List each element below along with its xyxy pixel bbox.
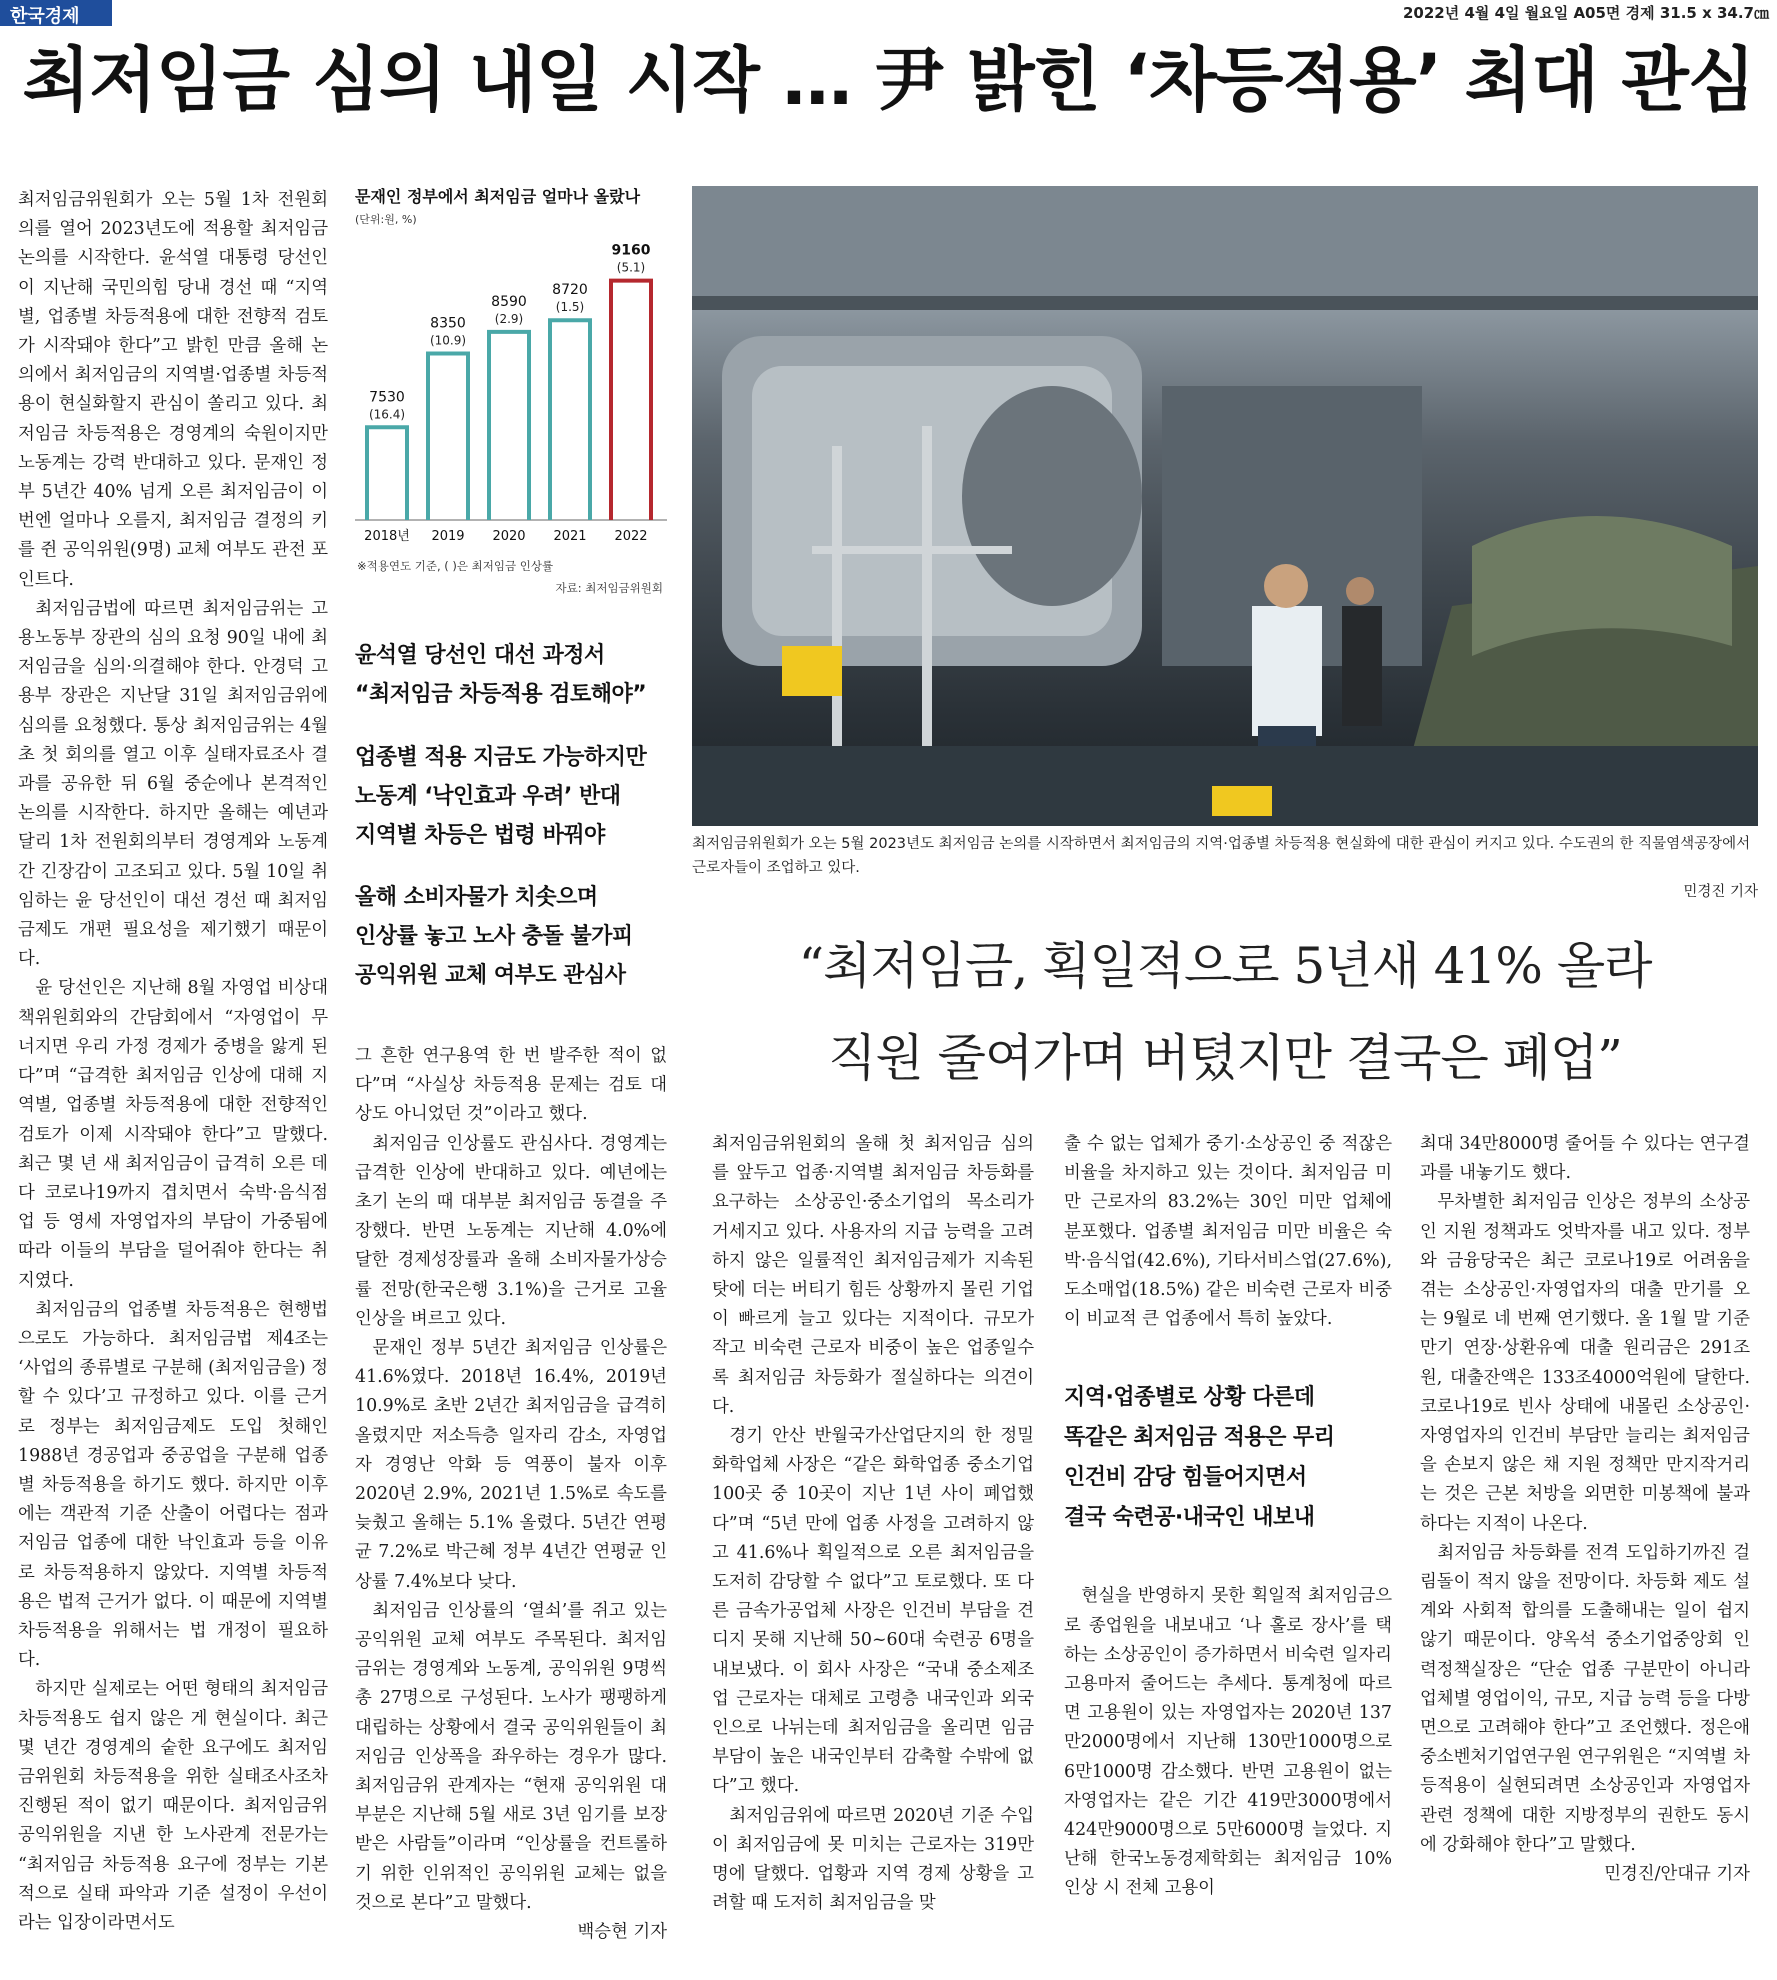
subhead-line: 노동계 ‘낙인효과 우려’ 반대 [355,784,621,809]
paragraph: 최저임금위원회가 오는 5월 1차 전원회의를 열어 2023년도에 적용할 최저임금 논의를 시작한다. 윤석열 대통령 당선인이 지난해 국민의힘 당내 경선 때 “지역별, 업종별 차등적용에 대한 전향적 검토가 시작돼야 한다”고 밝힌 만큼 올해 논의에서 최저임금의 지역별·업종별 차등적용이 현실화할지 관심이 쏠리고 있다. 최저임금 차등적용은 경영계의 숙원이지만 노동계는 강력 반대하고 있다. 문재인 정부 5년간 40% 넘게 오른 최저임금이 이번엔 얼마나 오를지, 최저임금 결정의 키를 쥔 공익위원(9명) 교체 여부도 관전 포인트다. [18,190,328,590]
factory-photo [692,186,1758,826]
chart-bar [550,320,590,520]
chart-tick-label: 2020 [492,529,526,544]
byline: 민경진/안대규 기자 [1604,1864,1750,1885]
paragraph: 최저임금법에 따르면 최저임금위는 고용노동부 장관의 심의 요청 90일 내에 최저임금을 심의·의결해야 한다. 안경덕 고용부 장관은 지난달 31일 최저임금위에 심의를 요청했다. 통상 최저임금위는 4월 초 첫 회의를 열고 이후 실태자료조사 결과를 공유한 뒤 6월 중순에나 본격적인 논의를 시작한다. 하지만 올해는 예년과 달리 1차 전원회의부터 경영계와 노동계 간 긴장감이 고조되고 있다. 5월 10일 취임하는 윤 당선인이 대선 경선 때 최저임금제도 개편 필요성을 제기했기 때문이다. [18,598,328,970]
chart-tick-label: 2021 [553,529,587,544]
subhead-line: 지역별 차등은 법령 바꿔야 [355,823,605,848]
paragraph: 현실을 반영하지 못한 획일적 최저임금으로 종업원을 내보내고 ‘나 홀로 장사’를 택하는 소상공인이 증가하면서 비숙련 일자리 고용마저 줄어드는 추세다. 통계청에 따르면 고용원이 있는 자영업자는 2020년 137만2000명에서 지난해 130만1000명으로 6만1000명 감소했다. 반면 고용원이 없는 자영업자는 같은 기간 419만3000명에서 424만9000명으로 5만6000명 늘었다. 지난해 한국노동경제학회는 최저임금 10% 인상 시 전체 고용이 [1064,1586,1392,1899]
chart-value-label: 8720 [552,282,588,299]
paragraph: 윤 당선인은 지난해 8월 자영업 비상대책위원회와의 간담회에서 “자영업이 무너지면 우리 가정 경제가 중병을 앓게 된다”며 “급격한 최저임금 인상에 대해 지역별, 업종별 차등적용에 대한 전향적인 검토가 이제 시작돼야 한다”고 말했다. 최근 몇 년 새 최저임금이 급격히 오른 데다 코로나19까지 겹치면서 숙박·음식점업 등 영세 자영업자의 부담이 가중됨에 따라 이들의 부담을 덜어줘야 한다는 취지였다. [18,978,328,1291]
quote-line: 직원 줄여가며 버텼지만 결국은 폐업” [828,1029,1622,1087]
paragraph: 출 수 없는 업체가 중기·소상공인 중 적잖은 비율을 차지하고 있는 것이다. 최저임금 미만 근로자의 83.2%는 30인 미만 업체에 분포했다. 업종별 최저임금 미만 비율은 숙박·음식업(42.6%), 기타서비스업(27.6%), 도소매업(18.5%) 같은 비숙련 근로자 비중이 비교적 큰 업종에서 특히 높았다. [1064,1134,1392,1330]
subhead-line: 올해 소비자물가 치솟으며 [355,885,598,910]
subhead-line: “최저임금 차등적용 검토해야” [355,682,647,707]
chart-rate-label: (2.9) [494,311,524,326]
paragraph: 최대 34만8000명 줄어들 수 있다는 연구결과를 내놓기도 했다. [1420,1134,1750,1184]
subhead-line: 결국 숙련공·내국인 내보내 [1064,1505,1315,1531]
chart-value-label: 9160 [611,242,651,259]
photo-credit: 민경진 기자 [1683,884,1758,900]
photo-caption [692,832,1758,904]
subhead-line: 인건비 감당 힘들어지면서 [1064,1465,1307,1491]
factory-photo-illustration [692,186,1758,826]
newspaper-name: 한국경제 [0,0,112,26]
paragraph: 경기 안산 반월국가산업단지의 한 정밀화학업체 사장은 “같은 화학업종 중소기업 100곳 중 10곳이 지난 1년 사이 폐업했다”며 “5년 만에 업종 사정을 고려하지 않고 41.6%나 획일적으로 오른 최저임금을 도저히 감당할 수 없다”고 토로했다. 또 다른 금속가공업체 사장은 인건비 부담을 견디지 못해 지난해 50~60대 숙련공 6명을 내보냈다. 이 회사 사장은 “국내 중소제조업 근로자는 대체로 고령층 내국인과 외국인으로 나뉘는데 최저임금을 올리면 임금 부담이 높은 내국인부터 감축할 수밖에 없다”고 했다. [712,1426,1034,1797]
chart-value-label: 8350 [430,315,466,332]
chart-bar [611,281,651,520]
article-column-3 [712,1130,1034,1966]
subhead-block-3 [355,878,633,995]
chart-rate-label: (1.5) [555,300,585,315]
chart-bar [428,354,468,521]
paragraph: 그 흔한 연구용역 한 번 발주한 적이 없다”며 “사실상 차등적용 문제는 검토 대상도 아니었던 것”이라고 했다. [355,1046,667,1125]
subhead-line: 공익위원 교체 여부도 관심사 [355,963,626,988]
subhead-line: 윤석열 당선인 대선 과정서 [355,643,605,668]
dateline: 2022년 4월 4일 월요일 A05면 경제 31.5 x 34.7㎝ [1403,4,1769,22]
paragraph: 최저임금 인상률의 ‘열쇠’를 쥐고 있는 공익위원 교체 여부도 주목된다. 최저임금위는 경영계와 노동계, 공익위원 9명씩 총 27명으로 구성된다. 노사가 팽팽하게 대립하는 상황에서 결국 공익위원들이 최저임금 인상폭을 좌우하는 경우가 많다. 최저임금위 관계자는 “현재 공익위원 대부분은 지난해 5월 새로 3년 임기를 보장받은 사람들”이라며 “인상률을 컨트롤하기 위한 인위적인 공익위원 교체는 없을 것으로 본다”고 말했다. [355,1600,667,1913]
caption-text: 최저임금위원회가 오는 5월 2023년도 최저임금 논의를 시작하면서 최저임금의 지역·업종별 차등적용 현실화에 대한 관심이 커지고 있다. 수도권의 한 직물염색공장에서 근로자들이 조업하고 있다. [692,836,1751,876]
chart-bar [489,332,529,520]
paragraph: 최저임금 차등화를 전격 도입하기까진 걸림돌이 적지 않을 전망이다. 차등화 제도 설계와 사회적 합의를 도출해내는 일이 쉽지 않기 때문이다. 양옥석 중소기업중앙회 인력정책실장은 “단순 업종 구분만이 아니라 업체별 영업이익, 규모, 지급 능력 등을 다방면으로 고려해야 한다”고 조언했다. 정은애 중소벤처기업연구원 연구위원은 “지역별 차등적용이 실현되려면 소상공인과 자영업자 관련 정책에 대한 지방정부의 권한도 동시에 강화해야 한다”고 말했다. [1420,1542,1750,1855]
subhead-block-2 [355,738,646,855]
chart-rate-label: (5.1) [616,260,646,275]
chart-unit: (단위:원, %) [355,213,417,226]
subhead-block-4 [1064,1378,1392,1538]
quote-line: “최저임금, 획일적으로 5년새 41% 올라 [798,937,1652,995]
article-column-5 [1420,1130,1750,1966]
subhead-line: 똑같은 최저임금 적용은 무리 [1064,1425,1335,1451]
chart-rate-label: (10.9) [429,333,467,348]
paragraph: 최저임금위원회의 올해 첫 최저임금 심의를 앞두고 업종·지역별 최저임금 차등화를 요구하는 소상공인·중소기업의 목소리가 거세지고 있다. 사용자의 지급 능력을 고려하지 않은 일률적인 최저임금제가 지속된 탓에 더는 버티기 힘든 상황까지 몰린 기업이 빠르게 늘고 있다는 지적이다. 규모가 작고 비숙련 근로자 비중이 높은 업종일수록 최저임금 차등화가 절실하다는 의견이다. [712,1134,1034,1417]
subhead-line: 업종별 적용 지금도 가능하지만 [355,745,647,770]
byline: 백승현 기자 [577,1922,667,1943]
paragraph: 최저임금의 업종별 차등적용은 현행법으로도 가능하다. 최저임금법 제4조는 ‘사업의 종류별로 구분해 (최저임금을) 정할 수 있다’고 규정하고 있다. 이를 근거로 정부는 최저임금제도 도입 첫해인 1988년 경공업과 중공업을 구분해 업종별 차등적용을 하기도 했다. 하지만 이후에는 객관적 기준 산출이 어렵다는 점과 저임금 업종에 대한 낙인효과 등을 이유로 차등적용하지 않았다. 지역별 차등적용은 법적 근거가 없다. 이 때문에 지역별 차등적용을 위해서는 법 개정이 필요하다. [18,1299,328,1671]
article-column-2 [355,1042,667,1966]
chart-value-label: 7530 [369,389,405,406]
chart-title: 문재인 정부에서 최저임금 얼마나 올랐나 [355,187,641,206]
paragraph: 최저임금위에 따르면 2020년 기준 수입이 최저임금에 못 미치는 근로자는 319만 명에 달했다. 업황과 지역 경제 상황을 고려할 때 도저히 최저임금을 맞 [712,1805,1034,1914]
chart-plot [355,220,667,555]
paragraph: 무차별한 최저임금 인상은 정부의 소상공인 지원 정책과도 엇박자를 내고 있다. 정부와 금융당국은 최근 코로나19로 어려움을 겪는 소상공인·자영업자의 대출 만기를 오는 9월로 네 번째 연기했다. 올 1월 말 기준 만기 연장·상환유예 대출 원리금은 291조원, 대출잔액은 133조4000억원에 달한다. 코로나19로 빈사 상태에 내몰린 소상공인·자영업자의 인건비 부담만 늘리는 최저임금을 손보지 않은 채 지원 정책만 만지작거리는 것은 근본 처방을 외면한 미봉책에 불과하다는 지적이 나온다. [1420,1192,1750,1534]
paragraph: 최저임금 인상률도 관심사다. 경영계는 급격한 인상에 반대하고 있다. 예년에는 초기 논의 때 대부분 최저임금 동결을 주장했다. 반면 노동계는 지난해 4.0%에 달한 경제성장률과 올해 소비자물가상승률 전망(한국은행 3.1%)을 근거로 고율 인상을 벼르고 있다. [355,1133,667,1329]
chart-value-label: 8590 [491,293,527,310]
minimum-wage-chart [355,184,667,604]
chart-tick-label: 2022 [614,529,648,544]
subhead-line: 인상률 놓고 노사 충돌 불가피 [355,924,633,949]
chart-bar [367,427,407,520]
pull-quote [692,920,1758,1104]
chart-tick-label: 2018년 [364,529,410,544]
chart-tick-label: 2019 [431,529,465,544]
article-column-1 [18,186,328,1966]
subhead-line: 지역·업종별로 상황 다른데 [1064,1385,1315,1411]
paragraph: 하지만 실제로는 어떤 형태의 최저임금 차등적용도 쉽지 않은 게 현실이다. 최근 몇 년간 경영계의 숱한 요구에도 최저임금위원회 차등적용을 위한 실태조사조차 진행된 적이 없기 때문이다. 최저임금위 공익위원을 지낸 한 노사관계 전문가는 “최저임금 차등적용 요구에 정부는 기본적으로 실태 파악과 기준 설정이 우선이라는 입장이라면서도 [18,1679,328,1933]
paragraph: 문재인 정부 5년간 최저임금 인상률은 41.6%였다. 2018년 16.4%, 2019년 10.9%로 초반 2년간 최저임금을 급격히 올렸지만 저소득층 일자리 감소, 자영업자 경영난 악화 등 역풍이 불자 이후 2020년 2.9%, 2021년 1.5%로 속도를 늦췄고 올해는 5.1% 올렸다. 5년간 연평균 7.2%로 박근혜 정부 4년간 연평균 인상률 7.4%보다 낮다. [355,1338,667,1592]
chart-note: ※적용연도 기준, ( )은 최저임금 인상률 [357,559,554,573]
page-headline: 최저임금 심의 내일 시작 … 尹 밝힌 ‘차등적용’ 최대 관심 [22,39,1755,121]
subhead-block-1 [355,636,646,714]
article-column-4 [1064,1130,1392,1966]
chart-source: 자료: 최저임금위원회 [555,581,663,595]
chart-rate-label: (16.4) [368,407,406,422]
